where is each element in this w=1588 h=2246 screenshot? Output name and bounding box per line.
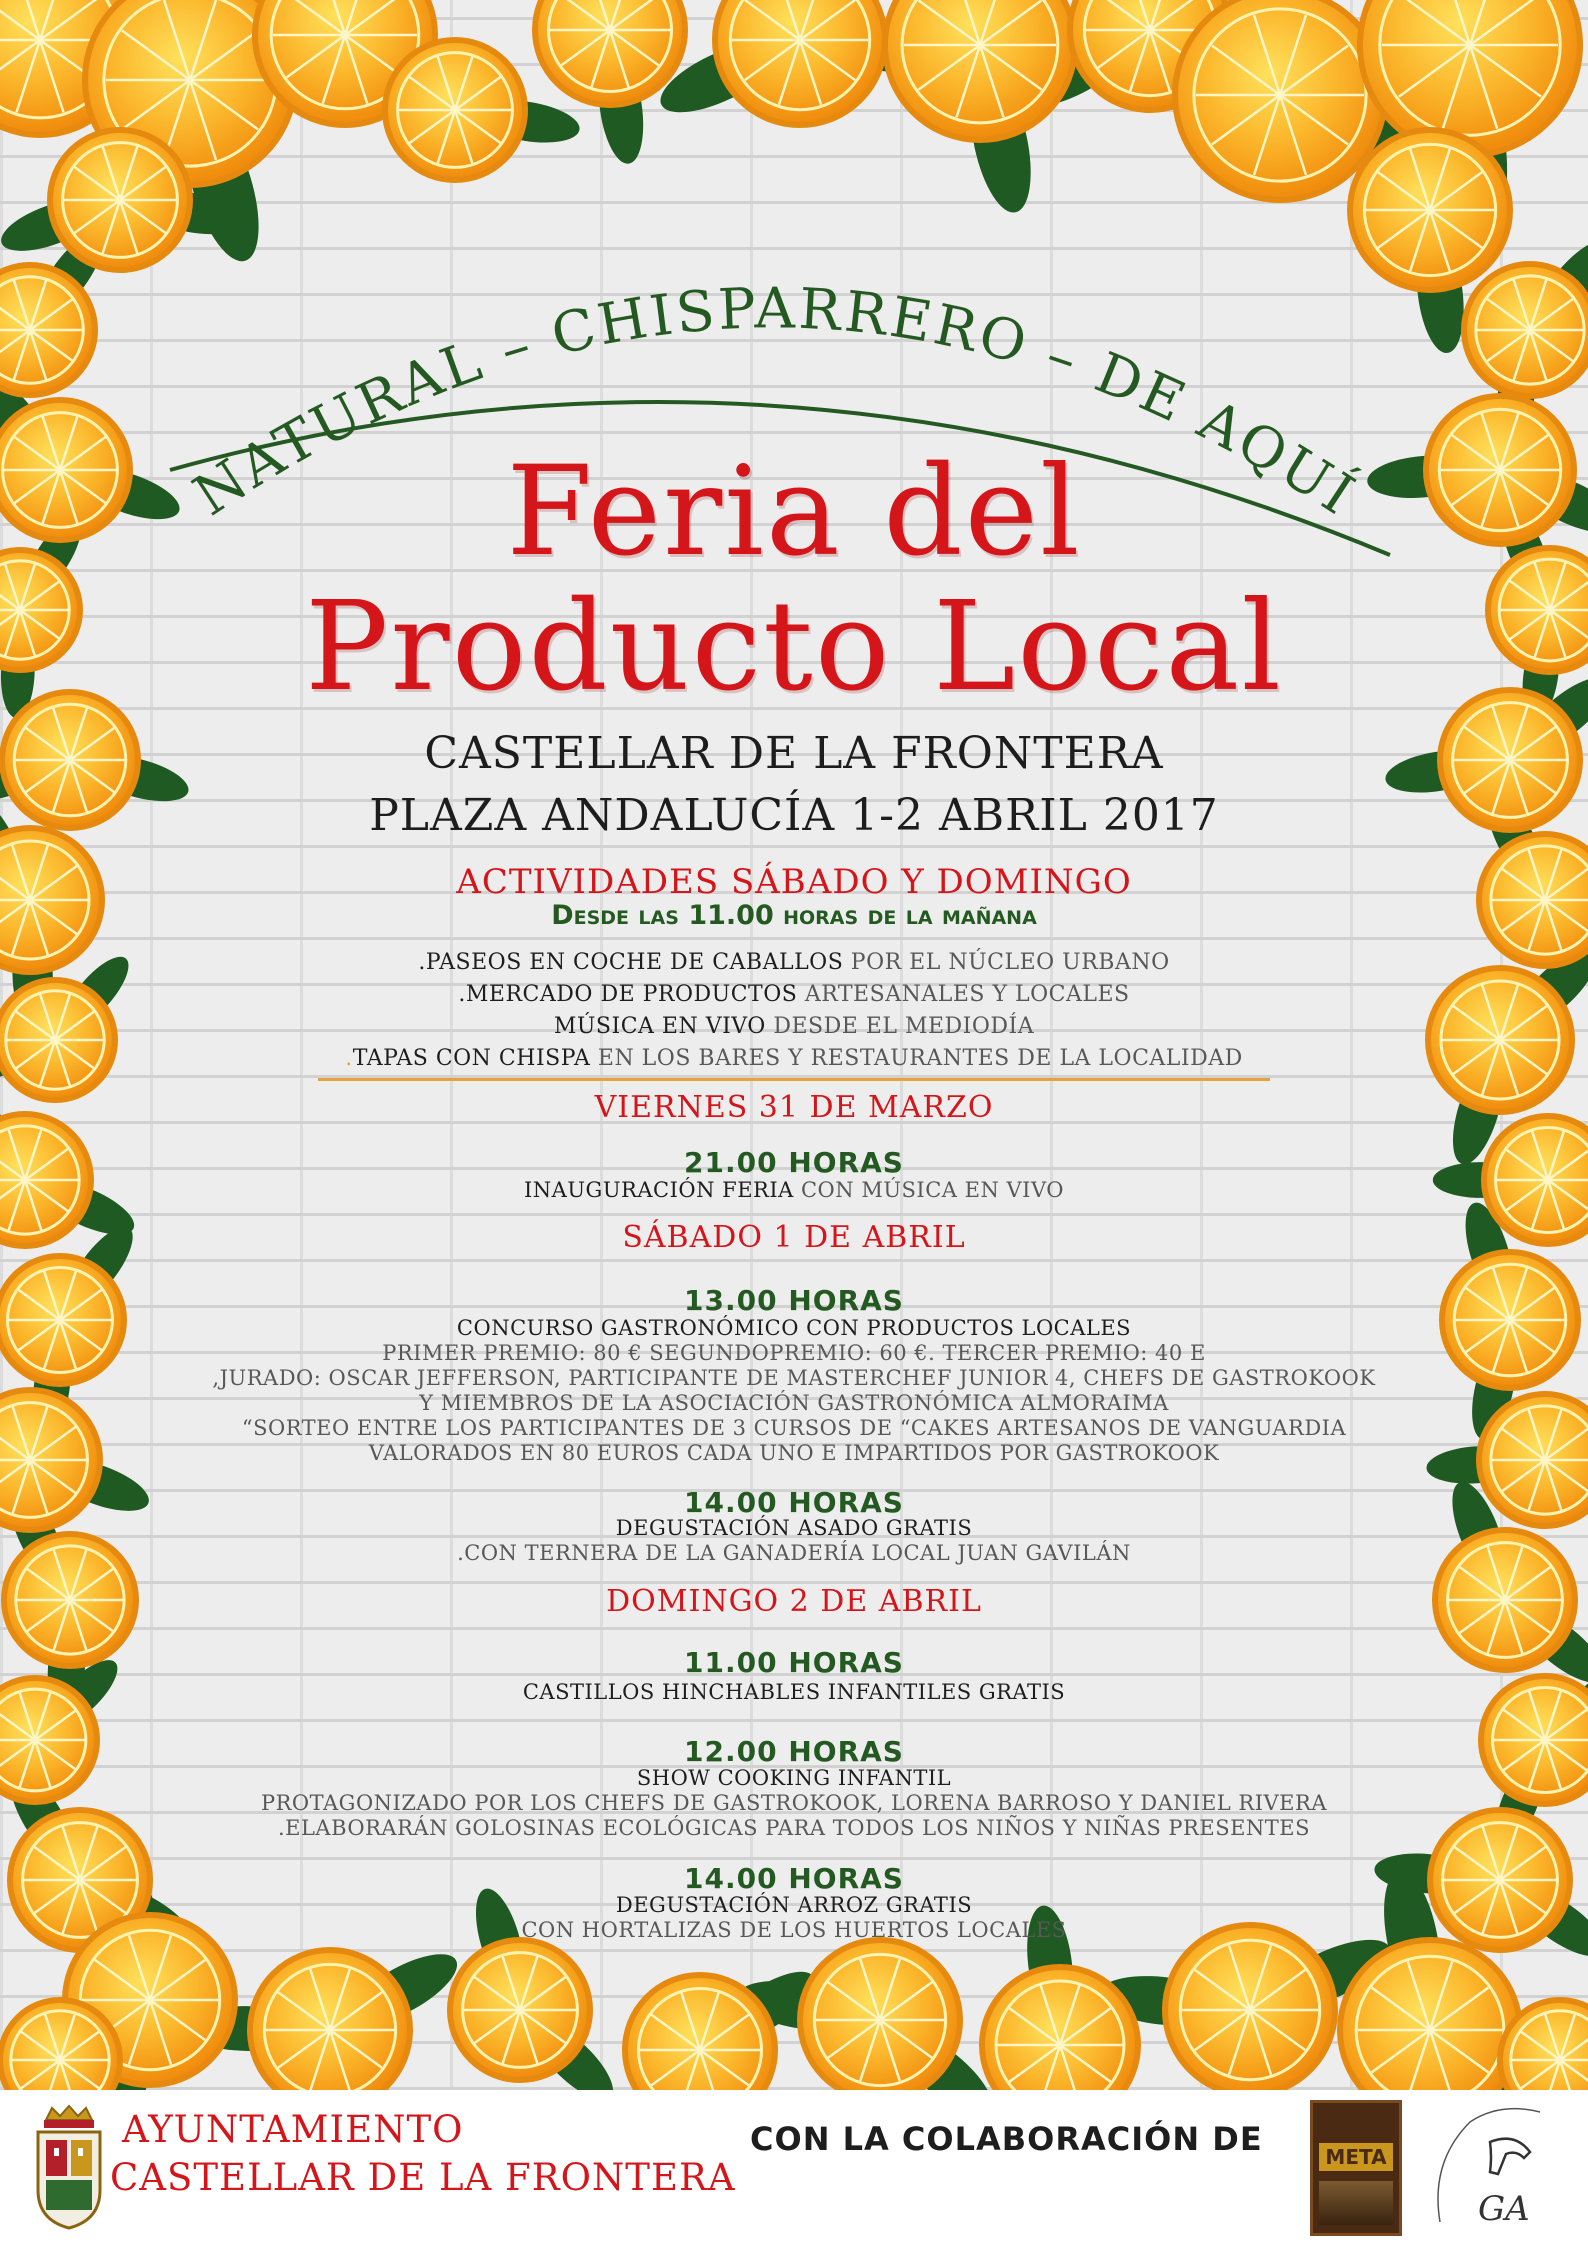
sunday-hour-1: 11.00 HORAS	[684, 1646, 904, 1679]
orange-slice-decoration	[250, 1950, 410, 2090]
collaboration-label: CON LA COLABORACIÓN DE	[750, 2120, 1263, 2158]
activity-item: .MERCADO DE PRODUCTOS ARTESANALES Y LOCALES	[458, 982, 1130, 1007]
roast-tasting-title: DEGUSTACIÓN ASADO GRATIS	[615, 1516, 973, 1540]
show-cooking-title: SHOW COOKING INFANTIL	[636, 1766, 952, 1790]
town-hall-town: CASTELLAR DE LA FRONTERA	[110, 2156, 736, 2199]
title-line-2: Producto Local	[305, 575, 1283, 719]
activity-item: MÚSICA EN VIVO DESDE EL MEDIODÍA	[553, 1014, 1035, 1039]
activity-item: .TAPAS CON CHISPA EN LOS BARES Y RESTAURANTES DE LA LOCALIDAD	[345, 1046, 1243, 1071]
friday-event: INAUGURACIÓN FERIA CON MÚSICA EN VIVO	[524, 1178, 1064, 1202]
orange-slice-decoration	[800, 1940, 960, 2090]
saturday-heading: SÁBADO 1 DE ABRIL	[622, 1220, 966, 1255]
orange-slice-decoration	[1340, 1940, 1520, 2090]
activities-divider	[318, 1078, 1270, 1081]
roast-tasting-detail: .CON TERNERA DE LA GANADERÍA LOCAL JUAN GAVILÁN	[457, 1541, 1131, 1565]
orange-slice-decoration	[0, 2000, 120, 2090]
orange-slice-decoration	[1165, 1925, 1335, 2090]
sunday-hour-2: 12.00 HORAS	[684, 1735, 904, 1768]
sunday-hour-3: 14.00 HORAS	[684, 1862, 904, 1895]
venue-dates: PLAZA ANDALUCÍA 1-2 ABRIL 2017	[369, 790, 1219, 841]
show-cooking-detail: .ELABORARÁN GOLOSINAS ECOLÓGICAS PARA TODOS LOS NIÑOS Y NIÑAS PRESENTES	[277, 1816, 1311, 1840]
friday-hour: 21.00 HORAS	[684, 1146, 904, 1179]
orange-slice-decoration	[982, 1967, 1138, 2090]
footer	[0, 2090, 1588, 2246]
friday-heading: VIERNES 31 DE MARZO	[594, 1090, 994, 1125]
contest-title: CONCURSO GASTRONÓMICO CON PRODUCTOS LOCALES	[456, 1316, 1132, 1340]
activities-heading: ACTIVIDADES SÁBADO Y DOMINGO	[456, 862, 1132, 902]
horse-association-logo	[1420, 2102, 1560, 2236]
rice-tasting-title: DEGUSTACIÓN ARROZ GRATIS	[615, 1893, 973, 1917]
activities-subheading: Desde las 11.00 horas de la mañana	[551, 900, 1037, 931]
contest-detail-line: ,JURADO: OSCAR JEFFERSON, PARTICIPANTE DE MASTERCHEF JUNIOR 4, CHEFS DE GASTROKOOK	[212, 1366, 1376, 1390]
orange-slice-decoration	[450, 1940, 590, 2080]
title-line-1: Feria del	[506, 440, 1082, 584]
meta-restaurant-logo	[1310, 2100, 1402, 2236]
meta-logo-label: META	[1319, 2143, 1393, 2171]
contest-detail-line: Y MIEMBROS DE LA ASOCIACIÓN GASTRONÓMICA ALMORAIMA	[419, 1391, 1169, 1415]
activity-item: .PASEOS EN COCHE DE CABALLOS POR EL NÚCLEO URBANO	[418, 950, 1170, 975]
town-name: CASTELLAR DE LA FRONTERA	[424, 728, 1164, 779]
show-cooking-detail: PROTAGONIZADO POR LOS CHEFS DE GASTROKOOK, LORENA BARROSO Y DANIEL RIVERA	[260, 1791, 1327, 1815]
contest-detail-line: PRIMER PREMIO: 80 € SEGUNDOPREMIO: 60 €. TERCER PREMIO: 40 E	[382, 1341, 1206, 1365]
saturday-hour-1: 13.00 HORAS	[684, 1284, 904, 1317]
sunday-heading: DOMINGO 2 DE ABRIL	[606, 1584, 982, 1619]
contest-detail-line: “SORTEO ENTRE LOS PARTICIPANTES DE 3 CURSOS DE “CAKES ARTESANOS DE VANGUARDIA	[241, 1416, 1347, 1440]
horse-logo-initials: GA	[1478, 2189, 1530, 2229]
saturday-hour-2: 14.00 HORAS	[684, 1486, 904, 1519]
contest-detail-line: VALORADOS EN 80 EUROS CADA UNO E IMPARTIDOS POR GASTROKOOK	[368, 1441, 1220, 1465]
town-hall-name: AYUNTAMIENTO	[122, 2108, 464, 2151]
rice-tasting-detail: CON HORTALIZAS DE LOS HUERTOS LOCALES	[521, 1918, 1067, 1942]
coat-of-arms-icon	[32, 2104, 106, 2232]
slogan-text: NATURAL – CHISPARRERO – DE AQUÍ	[182, 276, 1368, 530]
bouncy-castles-title: CASTILLOS HINCHABLES INFANTILES GRATIS	[522, 1680, 1066, 1704]
